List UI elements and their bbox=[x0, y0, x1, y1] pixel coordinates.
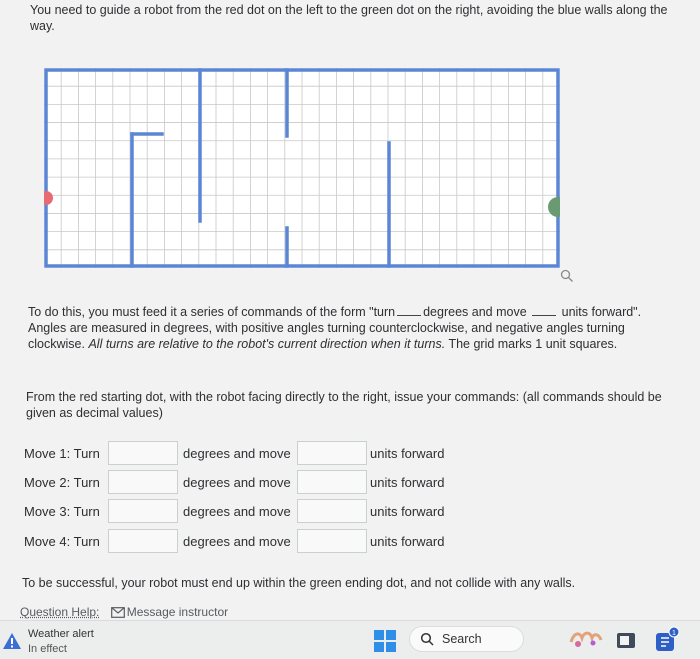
move-input-2[interactable] bbox=[297, 470, 367, 494]
prompt-text: From the red starting dot, with the robot facing directly to the right, issue your commands: (all commands should be given as decimal values) bbox=[26, 390, 662, 420]
message-instructor-link[interactable] bbox=[111, 605, 228, 619]
app-icon[interactable] bbox=[616, 630, 636, 650]
move-label: Move 2: Turn bbox=[24, 475, 100, 490]
degrees-label: degrees and move bbox=[183, 534, 291, 549]
intro-text: You need to guide a robot from the red dot on the left to the green dot on the right, avoiding the blue walls along the way. bbox=[30, 3, 668, 33]
message-instructor-text: Message instructor bbox=[126, 605, 229, 619]
units-label: units forward bbox=[370, 504, 445, 519]
turn-input-4[interactable] bbox=[108, 529, 178, 553]
instructions-text bbox=[28, 304, 648, 352]
move-label: Move 4: Turn bbox=[24, 534, 100, 549]
search-highlight-icon[interactable] bbox=[568, 628, 604, 650]
question-help bbox=[20, 605, 228, 619]
instructions-part1: To do this, you must feed it a series of commands of the form "turn bbox=[28, 305, 396, 319]
windows-icon[interactable] bbox=[374, 630, 396, 652]
move-label: Move 1: Turn bbox=[24, 446, 100, 461]
taskbar bbox=[0, 620, 700, 659]
maze-svg bbox=[44, 68, 560, 268]
taskbar-search-label: Search bbox=[442, 632, 482, 646]
turn-input-2[interactable] bbox=[108, 470, 178, 494]
question-help-label: Question Help: bbox=[20, 605, 100, 619]
search-icon bbox=[420, 632, 434, 646]
units-label: units forward bbox=[370, 534, 445, 549]
magnifier-icon[interactable] bbox=[560, 269, 574, 283]
turn-blank bbox=[397, 305, 421, 316]
taskbar-search[interactable] bbox=[409, 626, 524, 652]
instructions-part3: units forward". Angles are measured in degrees, with positive angles turning counterclockwise, and negative angles turning clockwise. bbox=[28, 305, 642, 351]
move-input-4[interactable] bbox=[297, 529, 367, 553]
svg-text:1: 1 bbox=[672, 630, 676, 637]
maze-grid bbox=[44, 68, 560, 268]
units-label: units forward bbox=[370, 475, 445, 490]
move-input-3[interactable] bbox=[297, 499, 367, 523]
notes-app-icon[interactable] bbox=[654, 625, 680, 653]
turn-input-3[interactable] bbox=[108, 499, 178, 523]
mail-icon bbox=[111, 607, 125, 618]
weather-subtitle[interactable]: In effect bbox=[28, 643, 67, 655]
instructions-part4: The grid marks 1 unit squares. bbox=[448, 337, 618, 351]
instructions-part2: degrees and move bbox=[423, 305, 527, 319]
turn-input-1[interactable] bbox=[108, 441, 178, 465]
move-input-1[interactable] bbox=[297, 441, 367, 465]
degrees-label: degrees and move bbox=[183, 446, 291, 461]
move-blank bbox=[532, 305, 556, 316]
degrees-label: degrees and move bbox=[183, 475, 291, 490]
degrees-label: degrees and move bbox=[183, 504, 291, 519]
warning-icon[interactable] bbox=[2, 632, 22, 650]
units-label: units forward bbox=[370, 446, 445, 461]
weather-title[interactable]: Weather alert bbox=[28, 628, 94, 640]
move-label: Move 3: Turn bbox=[24, 504, 100, 519]
success-text: To be successful, your robot must end up within the green ending dot, and not collide with any walls. bbox=[22, 576, 576, 590]
instructions-italic: All turns are relative to the robot's current direction when it turns. bbox=[88, 337, 446, 351]
